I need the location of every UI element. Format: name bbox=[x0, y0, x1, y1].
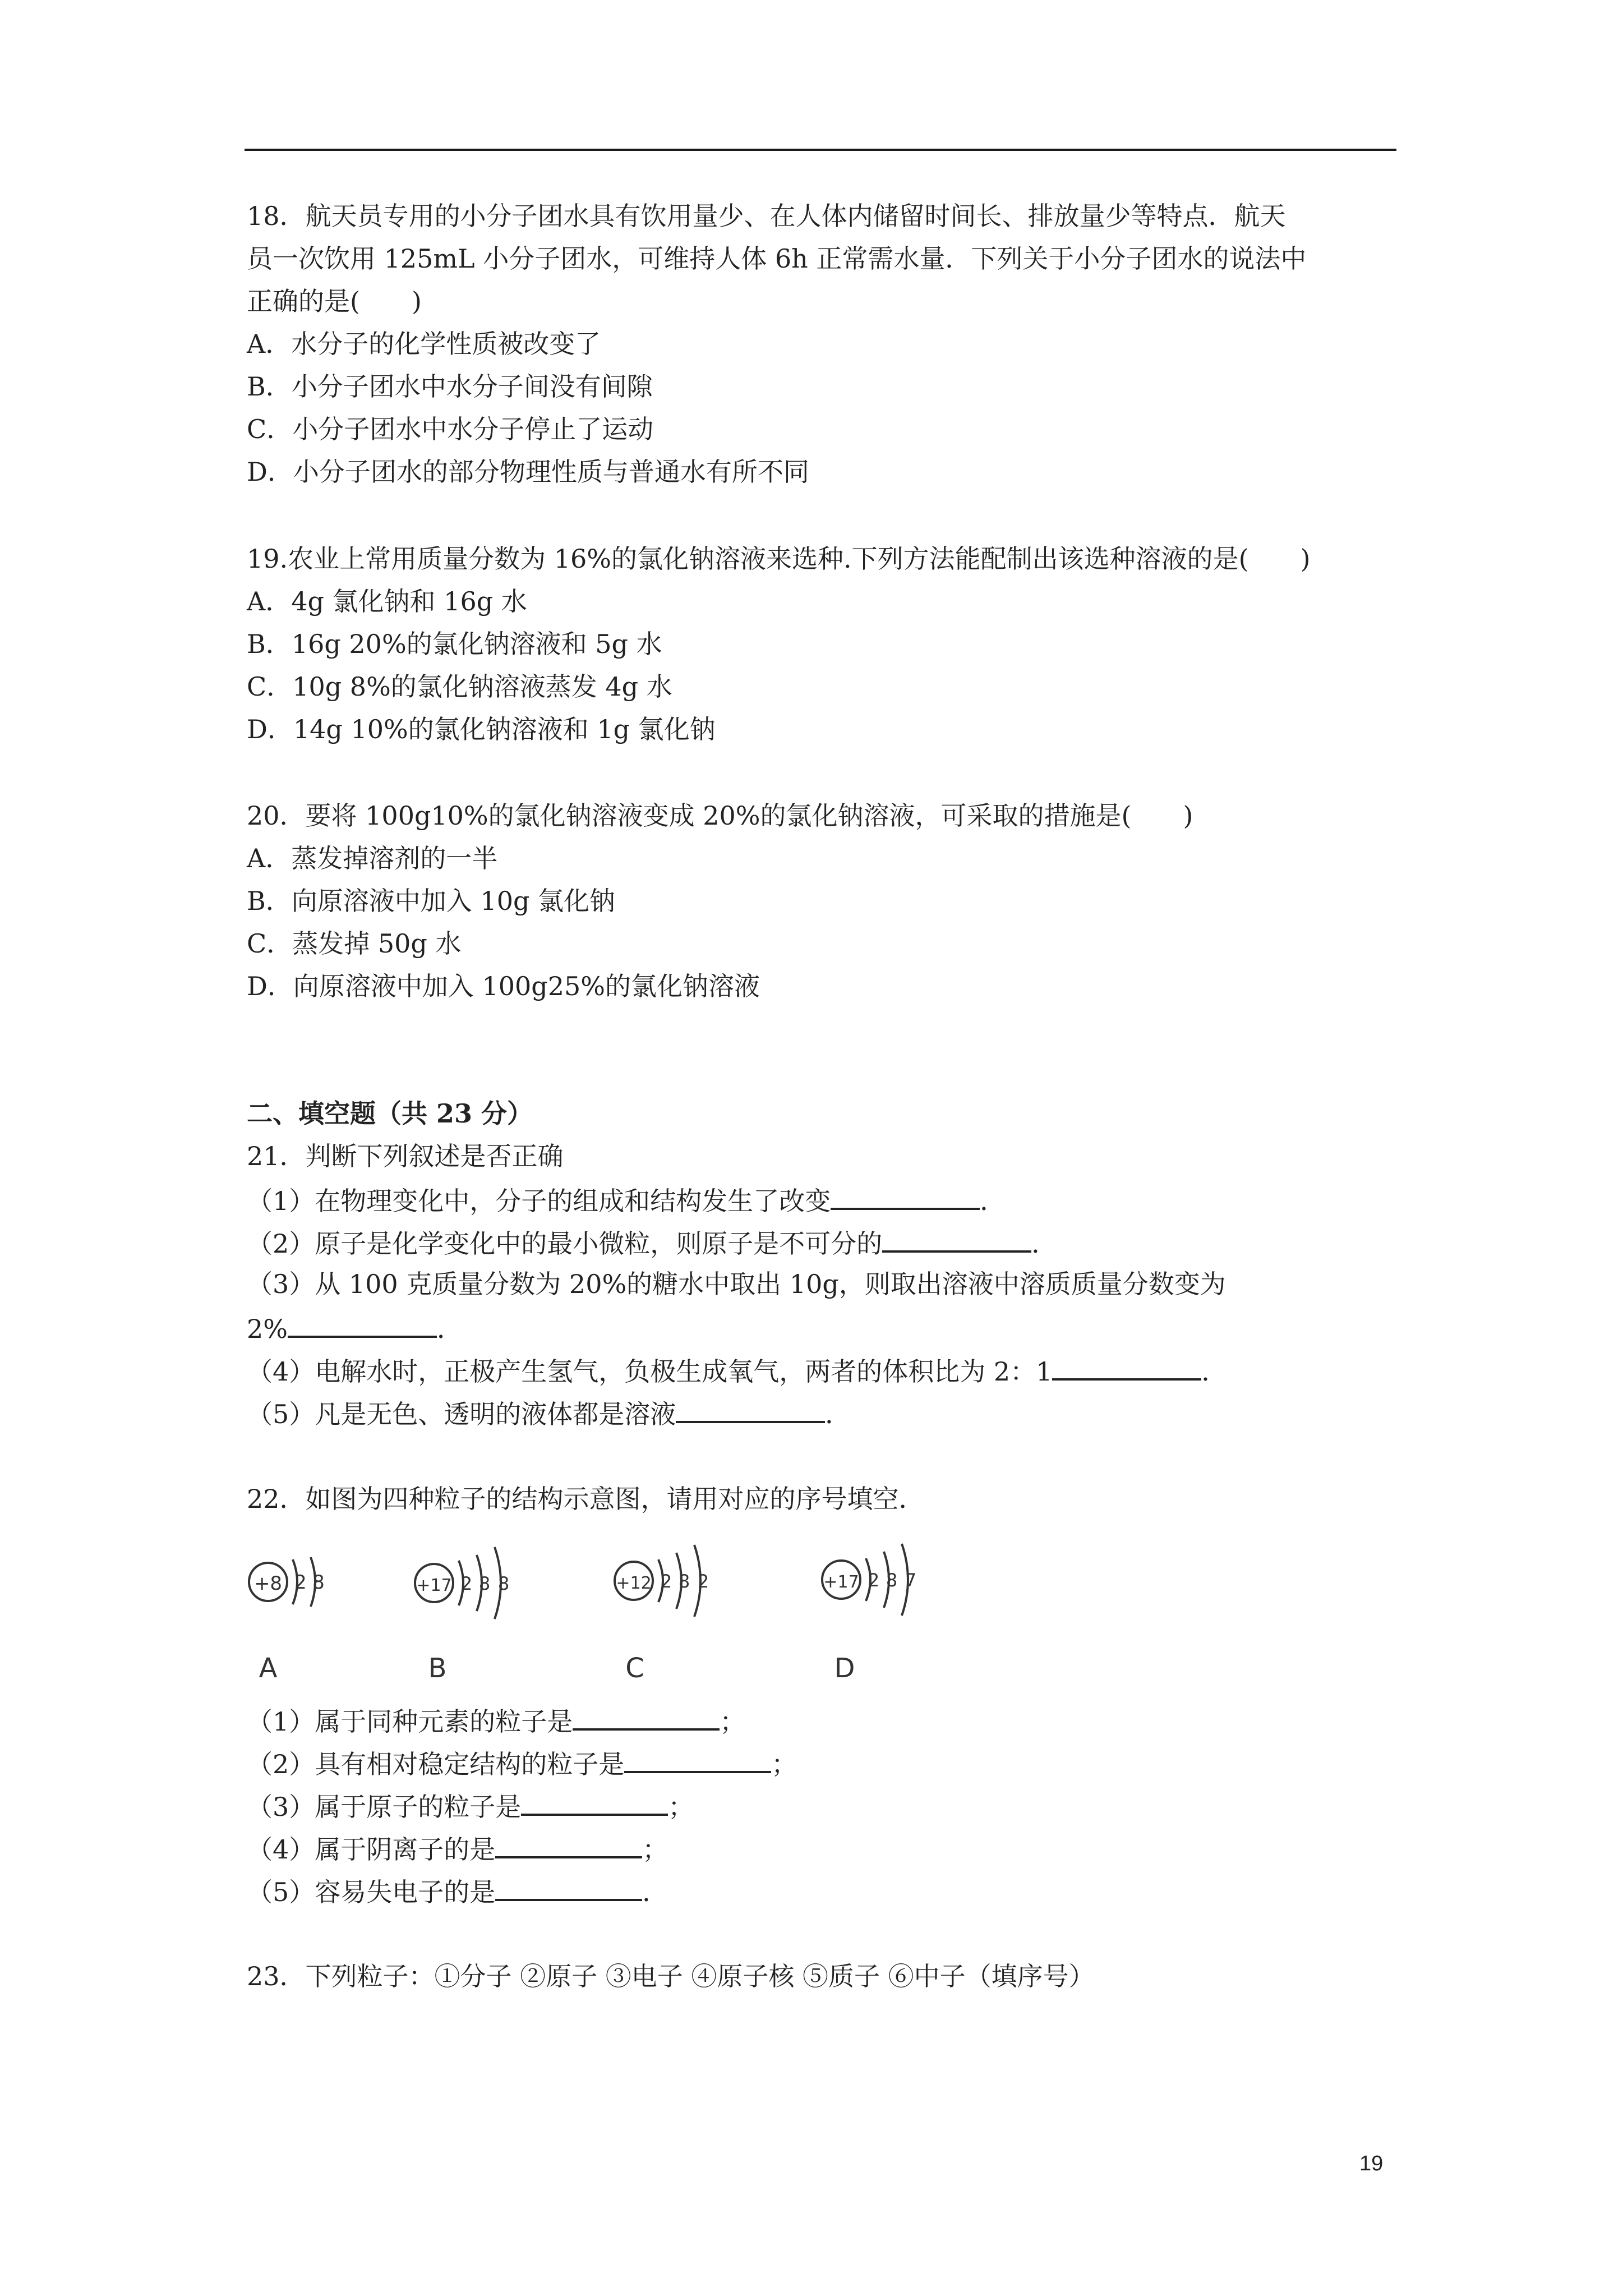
answer-blank[interactable] bbox=[676, 1395, 825, 1423]
end-mark: ． bbox=[436, 1314, 463, 1344]
particle-label: D bbox=[834, 1653, 855, 1684]
q22-item-4 bbox=[247, 1830, 668, 1866]
q23-stem: 23．下列粒子：①分子 ②原子 ③电子 ④原子核 ⑤质子 ⑥中子（填序号） bbox=[247, 1961, 1095, 1991]
answer-blank[interactable] bbox=[495, 1873, 642, 1901]
shell-count: 8 bbox=[886, 1570, 898, 1591]
q22-item-3-text: （3）属于原子的粒子是 bbox=[247, 1792, 522, 1822]
answer-blank[interactable] bbox=[495, 1830, 642, 1858]
q20-option-d: D．向原溶液中加入 100g25%的氯化钠溶液 bbox=[247, 971, 760, 1001]
header-rule bbox=[245, 149, 1396, 151]
nucleus-charge: +8 bbox=[253, 1572, 283, 1595]
end-mark: ； bbox=[771, 1749, 797, 1779]
q21-stem: 21．判断下列叙述是否正确 bbox=[247, 1141, 564, 1171]
end-mark: ． bbox=[980, 1186, 1006, 1216]
end-mark: ． bbox=[1201, 1356, 1228, 1387]
q19-stem: 19.农业上常用质量分数为 16%的氯化钠溶液来选种.下列方法能配制出该选种溶液的是( ) bbox=[247, 544, 1311, 574]
shell-count: 2 bbox=[294, 1571, 307, 1594]
shell-count: 8 bbox=[478, 1573, 491, 1594]
q18-stem-line-2: 员一次饮用 125mL 小分子团水，可维持人体 6h 正常需水量．下列关于小分子团水的说法中 bbox=[247, 243, 1307, 274]
answer-blank[interactable] bbox=[521, 1788, 668, 1816]
particle-d bbox=[822, 1544, 916, 1684]
q21-item-5 bbox=[247, 1395, 851, 1431]
particle-c bbox=[615, 1545, 709, 1684]
q19-option-b: B．16g 20%的氯化钠溶液和 5g 水 bbox=[247, 629, 662, 659]
q22-item-2-text: （2）具有相对稳定结构的粒子是 bbox=[247, 1749, 625, 1779]
q22-item-5-text: （5）容易失电子的是 bbox=[247, 1877, 496, 1907]
shell-count: 7 bbox=[905, 1570, 917, 1591]
q21-item-2-text: （2）原子是化学变化中的最小微粒，则原子是不可分的 bbox=[247, 1228, 883, 1259]
q20-option-c: C．蒸发掉 50g 水 bbox=[247, 928, 462, 959]
q20-option-b: B．向原溶液中加入 10g 氯化钠 bbox=[247, 886, 616, 916]
q21-item-2 bbox=[247, 1225, 1057, 1260]
q20-option-a: A．蒸发掉溶剂的一半 bbox=[247, 843, 498, 873]
q20-stem: 20．要将 100g10%的氯化钠溶液变成 20%的氯化钠溶液，可采取的措施是( ) bbox=[247, 800, 1193, 831]
particle-structure-diagram bbox=[241, 1537, 970, 1694]
answer-blank[interactable] bbox=[573, 1703, 720, 1731]
shell-count: 2 bbox=[460, 1573, 473, 1594]
particle-label: A bbox=[259, 1653, 278, 1684]
answer-blank[interactable] bbox=[624, 1745, 771, 1773]
particle-label: C bbox=[625, 1653, 644, 1684]
end-mark: ； bbox=[720, 1706, 746, 1737]
shell-count: 2 bbox=[868, 1570, 880, 1591]
shell-count: 8 bbox=[497, 1573, 510, 1594]
q21-item-4 bbox=[247, 1352, 1227, 1388]
nucleus-charge: +17 bbox=[416, 1576, 452, 1595]
q21-item-3: （3）从 100 克质量分数为 20%的糖水中取出 10g，则取出溶液中溶质质量分数变为 bbox=[247, 1269, 1226, 1299]
q18-option-d: D．小分子团水的部分物理性质与普通水有所不同 bbox=[247, 457, 809, 487]
q22-item-3 bbox=[247, 1788, 694, 1824]
q22-item-1-text: （1）属于同种元素的粒子是 bbox=[247, 1706, 573, 1737]
q18-stem-line-3: 正确的是( ) bbox=[247, 286, 422, 316]
q22-item-2 bbox=[247, 1745, 797, 1781]
q21-item-3-cont-text: 2% bbox=[247, 1314, 288, 1344]
q22-item-5 bbox=[247, 1873, 668, 1909]
end-mark: ． bbox=[825, 1399, 851, 1429]
q21-item-3-cont bbox=[247, 1310, 463, 1346]
shell-count: 8 bbox=[678, 1571, 690, 1592]
q22-item-1 bbox=[247, 1703, 745, 1738]
end-mark: ； bbox=[642, 1834, 668, 1865]
q18-stem-line-1: 18．航天员专用的小分子团水具有饮用量少、在人体内储留时间长、排放量少等特点．航天 bbox=[247, 201, 1286, 231]
shell-count: 8 bbox=[312, 1571, 325, 1594]
q21-item-1 bbox=[247, 1182, 1006, 1218]
answer-blank[interactable] bbox=[288, 1310, 437, 1338]
q19-option-c: C．10g 8%的氯化钠溶液蒸发 4g 水 bbox=[247, 671, 672, 702]
particle-b bbox=[415, 1547, 509, 1684]
q21-item-5-text: （5）凡是无色、透明的液体都是溶液 bbox=[247, 1399, 676, 1429]
end-mark: ． bbox=[642, 1877, 668, 1907]
answer-blank[interactable] bbox=[882, 1225, 1031, 1253]
particle-a bbox=[249, 1557, 325, 1684]
answer-blank[interactable] bbox=[831, 1182, 980, 1210]
q19-option-a: A．4g 氯化钠和 16g 水 bbox=[247, 586, 527, 616]
shell-count: 2 bbox=[660, 1571, 672, 1592]
nucleus-charge: +17 bbox=[823, 1572, 859, 1592]
page-number: 19 bbox=[1359, 2152, 1384, 2175]
q18-option-b: B．小分子团水中水分子间没有间隙 bbox=[247, 371, 653, 402]
q21-item-1-text: （1）在物理变化中，分子的组成和结构发生了改变 bbox=[247, 1186, 831, 1216]
q18-option-c: C．小分子团水中水分子停止了运动 bbox=[247, 414, 654, 444]
shell-count: 2 bbox=[697, 1571, 709, 1592]
end-mark: ； bbox=[668, 1792, 694, 1822]
nucleus-charge: +12 bbox=[616, 1573, 652, 1593]
end-mark: ． bbox=[1031, 1228, 1058, 1259]
answer-blank[interactable] bbox=[1052, 1352, 1201, 1381]
particle-label: B bbox=[428, 1653, 447, 1684]
q21-item-4-text: （4）电解水时，正极产生氢气，负极生成氧气，两者的体积比为 2：1 bbox=[247, 1356, 1053, 1387]
q19-option-d: D．14g 10%的氯化钠溶液和 1g 氯化钠 bbox=[247, 714, 716, 744]
section-heading: 二、填空题（共 23 分） bbox=[247, 1098, 533, 1129]
q22-item-4-text: （4）属于阴离子的是 bbox=[247, 1834, 496, 1865]
q22-stem: 22．如图为四种粒子的结构示意图，请用对应的序号填空． bbox=[247, 1484, 925, 1514]
q18-option-a: A．水分子的化学性质被改变了 bbox=[247, 329, 601, 359]
